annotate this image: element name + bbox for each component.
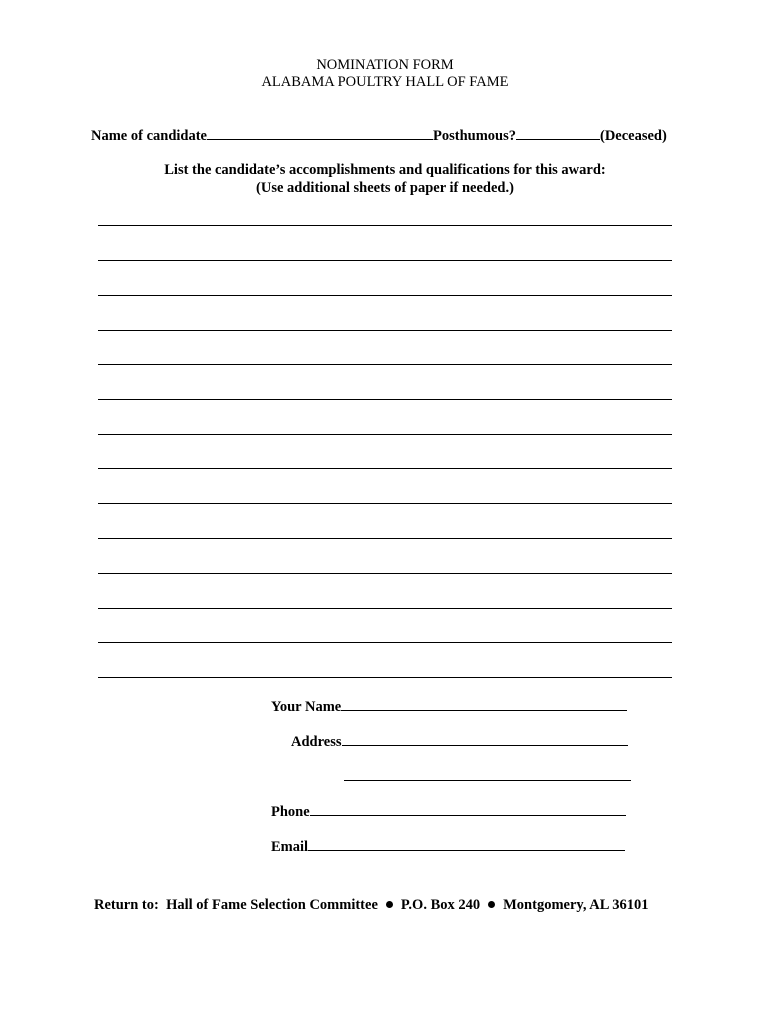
accomplishment-line[interactable] [98,573,672,574]
candidate-name-label: Name of candidate [91,128,207,144]
accomplishment-line[interactable] [98,468,672,469]
candidate-name-field[interactable] [207,126,433,140]
accomplishment-line[interactable] [98,399,672,400]
form-subtitle: ALABAMA POULTRY HALL OF FAME [261,74,509,90]
address-field-2[interactable] [344,767,631,781]
po-box: P.O. Box 240 [400,897,481,913]
address-row [291,732,628,751]
your-name-label: Your Name [271,699,342,715]
phone-row [271,802,626,821]
return-label: Return to: [94,897,159,913]
accomplishment-line[interactable] [98,260,672,261]
instructions-line-1: List the candidate’s accomplishments and qualifications for this award: [164,162,606,178]
city-state-zip: Montgomery, AL 36101 [503,897,649,913]
posthumous-field[interactable] [516,126,600,140]
phone-label: Phone [271,804,310,820]
bullet-icon [386,901,393,908]
address-row-2 [344,767,631,786]
committee-name: Hall of Fame Selection Committee [166,897,378,913]
email-label: Email [271,839,309,855]
return-address [94,897,649,914]
accomplishment-line[interactable] [98,503,672,504]
address-field[interactable] [342,732,628,746]
instructions-line-2: (Use additional sheets of paper if needed.) [256,180,514,196]
form-header [0,57,770,91]
accomplishment-line[interactable] [98,225,672,226]
accomplishment-line[interactable] [98,364,672,365]
deceased-label: (Deceased) [600,128,667,144]
your-name-field[interactable] [341,697,627,711]
phone-field[interactable] [310,802,626,816]
address-label: Address [291,734,342,750]
accomplishment-line[interactable] [98,608,672,609]
bullet-icon [488,901,495,908]
accomplishment-line[interactable] [98,434,672,435]
instructions [0,161,770,197]
your-name-row [271,697,627,716]
accomplishment-line[interactable] [98,538,672,539]
form-title: NOMINATION FORM [316,57,454,73]
posthumous-label: Posthumous? [433,128,516,144]
accomplishment-line[interactable] [98,642,672,643]
email-field[interactable] [308,837,625,851]
accomplishment-line[interactable] [98,677,672,678]
candidate-row [91,126,667,145]
email-row [271,837,625,856]
accomplishment-line[interactable] [98,330,672,331]
accomplishment-line[interactable] [98,295,672,296]
